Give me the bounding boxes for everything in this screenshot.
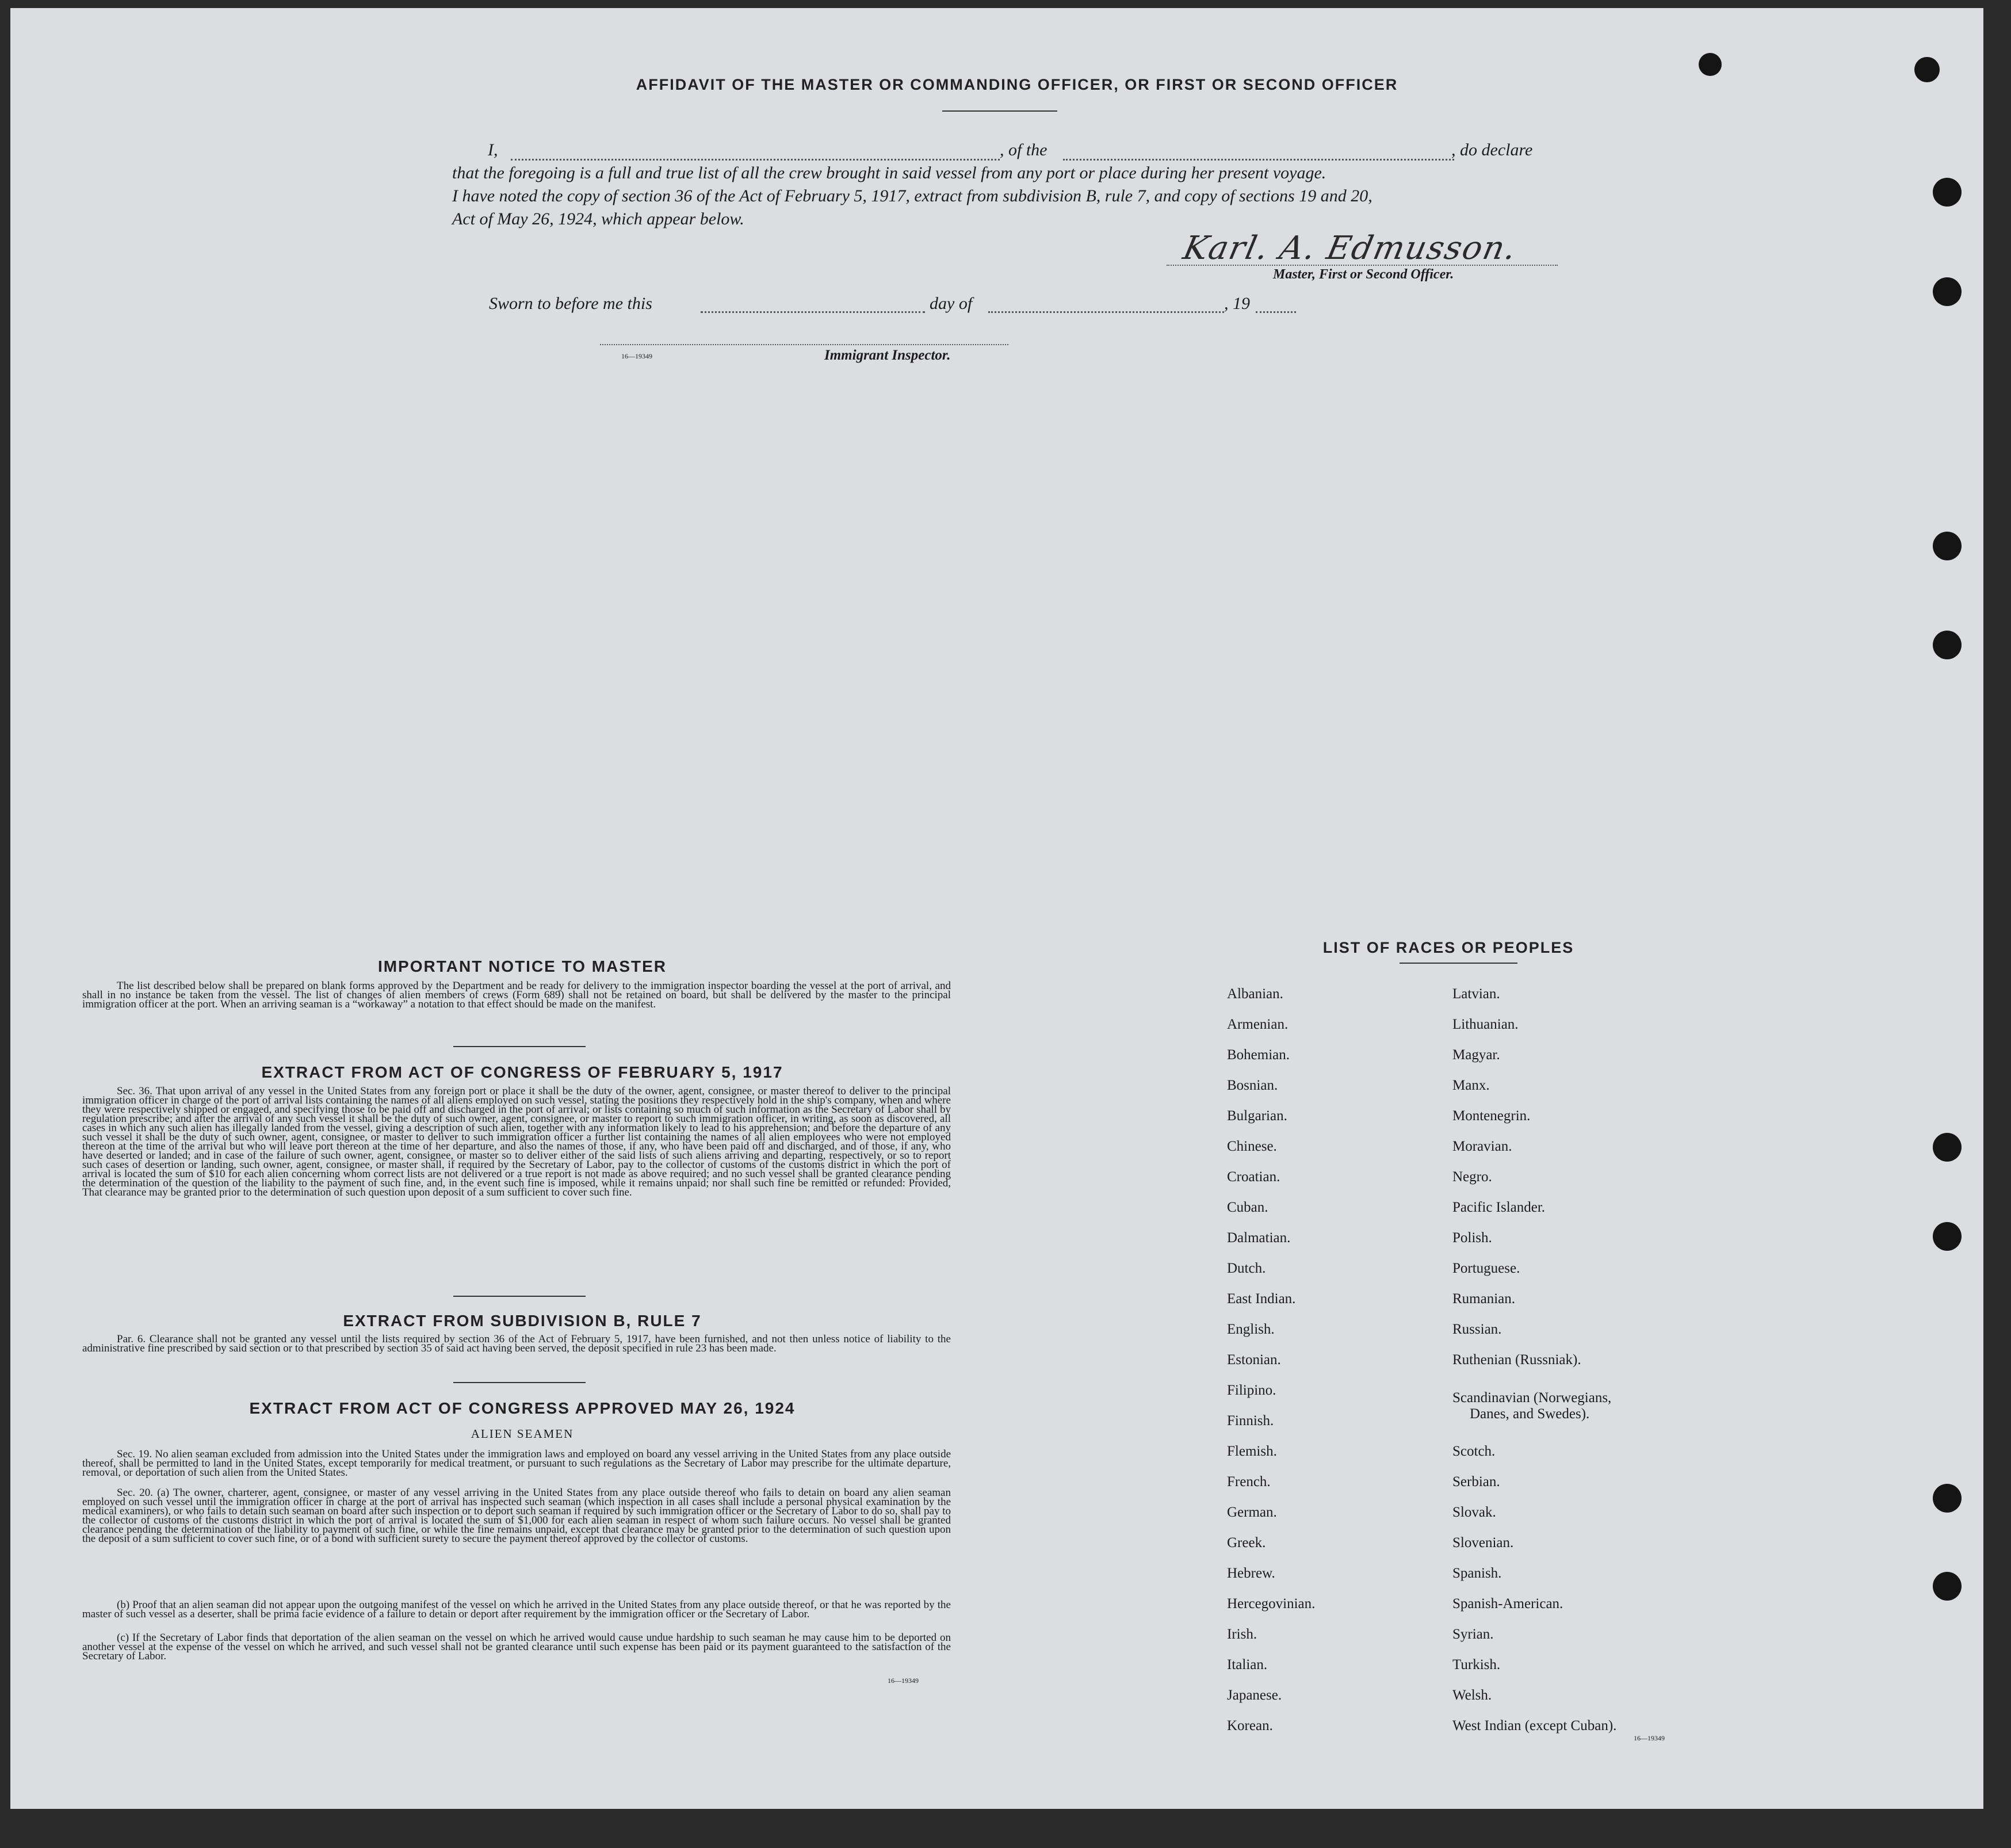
inspector-signature-line bbox=[600, 344, 1008, 345]
section-divider bbox=[453, 1296, 586, 1297]
race-item: Japanese. bbox=[1227, 1687, 1282, 1703]
race-item: Welsh. bbox=[1452, 1687, 1492, 1703]
race-item: Magyar. bbox=[1452, 1047, 1500, 1063]
form-number: 16—19349 bbox=[888, 1677, 919, 1685]
inspector-caption: Immigrant Inspector. bbox=[824, 348, 951, 363]
punch-hole bbox=[1933, 178, 1962, 207]
affidavit-i: I, bbox=[488, 140, 498, 159]
day-of-label: day of bbox=[930, 294, 973, 313]
race-item: Hercegovinian. bbox=[1227, 1596, 1316, 1612]
affidavit-of-the: , of the bbox=[1000, 140, 1047, 159]
signature-line bbox=[1167, 265, 1558, 266]
punch-hole bbox=[1933, 1484, 1962, 1513]
race-item: Bohemian. bbox=[1227, 1047, 1290, 1063]
sworn-label: Sworn to before me this bbox=[489, 294, 652, 313]
race-item: Finnish. bbox=[1227, 1413, 1274, 1429]
race-item: Estonian. bbox=[1227, 1352, 1281, 1368]
races-right-column bbox=[1452, 986, 1798, 1734]
vessel-field[interactable] bbox=[1063, 159, 1454, 161]
race-item: Manx. bbox=[1452, 1078, 1490, 1093]
races-left-column bbox=[1227, 986, 1457, 1734]
name-field[interactable] bbox=[511, 159, 1000, 161]
extract-1924-title: EXTRACT FROM ACT OF CONGRESS APPROVED MAY 26, 1924 bbox=[249, 1399, 796, 1417]
races-divider bbox=[1400, 963, 1517, 964]
extract-1917-text: Sec. 36. That upon arrival of any vessel in the United States from any foreign port or place it shall be the duty of the owner, agent, consignee, or master thereof to deliver to the principal immigration officer in charge of the port of arrival lists containing the names of all aliens employed on such vessel, stating the positions they respectively hold in the ship's company, when and where they were respectively shipped or engaged, and specifying those to be paid off and discharged in the port of arrival; or lists containing so much of such information as the Secretary of Labor shall by regulation prescribe; and after the arrival of any such vessel it shall be the duty of such owner, agent, consignee, or master to report to such immigration officer, in writing, as soon as discovered, all cases in which any such alien has illegally landed from the vessel, giving a description of such alien, together with any information likely to lead to his apprehension; and before the departure of any such vessel it shall be the duty of such owner, agent, consignee, or master to deliver to such immigration officer a further list containing the names of all alien employees who were not employed thereon at the time of the arrival but who will leave port thereon at the time of her departure, and also the names of those, if any, who have been paid off and discharged, and of those, if any, who have deserted or landed; and in case of the failure of such owner, agent, consignee, or master so to deliver either of the said lists of such aliens arriving and departing, respectively, or so to report such cases of desertion or landing, such owner, agent, consignee, or master shall, if required by the Secretary of Labor, pay to the collector of customs of the customs district in which the port of arrival is located the sum of $10 for each alien concerning whom correct lists are not delivered or a true report is not made as above required; and no such vessel shall be granted clearance pending the determination of the question of the liability to the payment of such fine, and, in the event such fine is imposed, while it remains unpaid; nor shall such fine be remitted or refunded: Provided, That clearance may be granted prior to the determination of such question upon deposit of a sum sufficient to cover such fine. bbox=[82, 1085, 951, 1198]
rule7-text: Par. 6. Clearance shall not be granted any vessel until the lists required by section 36 of the Act of February 5, 1917, have been furnished, and not then unless notice of liability to the administrative fine prescribed by said section or to that prescribed by section 35 of said act having been served, the deposit specified in rule 23 has been made. bbox=[82, 1333, 951, 1354]
race-item: Filipino. bbox=[1227, 1383, 1276, 1398]
race-item: Slovak. bbox=[1452, 1505, 1496, 1520]
race-item: Montenegrin. bbox=[1452, 1108, 1531, 1124]
punch-hole bbox=[1933, 1572, 1962, 1601]
race-item: Greek. bbox=[1227, 1535, 1266, 1551]
race-item: Pacific Islander. bbox=[1452, 1200, 1546, 1215]
race-item: Syrian. bbox=[1452, 1626, 1494, 1642]
race-item: Rumanian. bbox=[1452, 1291, 1516, 1307]
form-number: 16—19349 bbox=[1634, 1734, 1665, 1742]
race-item: Bosnian. bbox=[1227, 1078, 1278, 1093]
punch-hole bbox=[1933, 277, 1962, 306]
punch-hole bbox=[1699, 53, 1722, 76]
punch-hole bbox=[1933, 532, 1962, 560]
race-item: Flemish. bbox=[1227, 1444, 1277, 1459]
race-item: Negro. bbox=[1452, 1169, 1492, 1185]
race-item: Latvian. bbox=[1452, 986, 1500, 1002]
title-divider bbox=[942, 110, 1057, 112]
race-item: West Indian (except Cuban). bbox=[1452, 1718, 1617, 1734]
race-item: Korean. bbox=[1227, 1718, 1273, 1734]
sworn-month-field[interactable] bbox=[988, 311, 1224, 313]
race-item: Albanian. bbox=[1227, 986, 1283, 1002]
race-item: Portuguese. bbox=[1452, 1261, 1520, 1276]
signature-caption: Master, First or Second Officer. bbox=[1273, 267, 1454, 282]
race-item: Dalmatian. bbox=[1227, 1230, 1291, 1246]
notice-title: IMPORTANT NOTICE TO MASTER bbox=[377, 957, 667, 975]
section-divider bbox=[453, 1382, 586, 1383]
punch-hole bbox=[1914, 57, 1940, 82]
race-item: Hebrew. bbox=[1227, 1566, 1275, 1581]
section-20b-text: (b) Proof that an alien seaman did not appear upon the outgoing manifest of the vessel on which he arrived in the United States from any place outside thereof, or that he was reported by the master of such vessel as a deserter, shall be prima facie evidence of a failure to detain or deport after requirement by the immigration officer or the Secretary of Labor. bbox=[82, 1599, 951, 1620]
rule7-title: EXTRACT FROM SUBDIVISION B, RULE 7 bbox=[343, 1312, 702, 1330]
race-item: Polish. bbox=[1452, 1230, 1492, 1246]
punch-hole bbox=[1933, 631, 1962, 659]
race-item: Slovenian. bbox=[1452, 1535, 1514, 1551]
race-item: Serbian. bbox=[1452, 1474, 1500, 1490]
punch-hole bbox=[1933, 1133, 1962, 1162]
form-page bbox=[10, 8, 1983, 1809]
affidavit-title: AFFIDAVIT OF THE MASTER OR COMMANDING OFFICER, OR FIRST OR SECOND OFFICER bbox=[636, 76, 1398, 93]
race-item: Spanish. bbox=[1452, 1566, 1502, 1581]
race-item: Dutch. bbox=[1227, 1261, 1266, 1276]
affidavit-do-declare: , do declare bbox=[1451, 140, 1533, 159]
master-signature: Karl. A. Edmusson. bbox=[1180, 230, 1521, 267]
section-divider bbox=[453, 1046, 586, 1047]
sworn-year-field[interactable] bbox=[1256, 311, 1296, 313]
race-item: Armenian. bbox=[1227, 1017, 1289, 1032]
race-item: Croatian. bbox=[1227, 1169, 1280, 1185]
race-item: English. bbox=[1227, 1322, 1275, 1337]
race-item: Scotch. bbox=[1452, 1444, 1496, 1459]
race-item: French. bbox=[1227, 1474, 1271, 1490]
race-item: Bulgarian. bbox=[1227, 1108, 1287, 1124]
race-item: Irish. bbox=[1227, 1626, 1257, 1642]
affidavit-line-2: that the foregoing is a full and true list of all the crew brought in said vessel from any port or place during her present voyage. bbox=[452, 163, 1326, 182]
race-item: Ruthenian (Russniak). bbox=[1452, 1352, 1581, 1368]
affidavit-line-4: Act of May 26, 1924, which appear below. bbox=[452, 209, 744, 228]
alien-seamen-subtitle: ALIEN SEAMEN bbox=[471, 1427, 574, 1441]
section-19-text: Sec. 19. No alien seaman excluded from admission into the United States under the immigration laws and employed on board any vessel arriving in the United States from any place outside thereof, shall be permitted to land in the United States, except temporarily for medical treatment, or pursuant to such regulations as the Secretary of Labor may prescribe for the ultimate departure, removal, or deportation of such alien from the United States. bbox=[82, 1448, 951, 1479]
form-number: 16—19349 bbox=[621, 352, 652, 360]
race-item: German. bbox=[1227, 1505, 1277, 1520]
race-item: East Indian. bbox=[1227, 1291, 1296, 1307]
race-item: Turkish. bbox=[1452, 1657, 1501, 1673]
section-20c-text: (c) If the Secretary of Labor finds that deportation of the alien seaman on the vessel on which he arrived would cause undue hardship to such seaman he may cause him to be deported on another vessel at the expense of the vessel on which he arrived, and such vessel shall not be granted clearance until such expense has been paid or its payment guaranteed to the satisfaction of the Secretary of Labor. bbox=[82, 1632, 951, 1662]
race-item: Italian. bbox=[1227, 1657, 1268, 1673]
race-item: Cuban. bbox=[1227, 1200, 1268, 1215]
extract-1917-title: EXTRACT FROM ACT OF CONGRESS OF FEBRUARY 5, 1917 bbox=[261, 1063, 783, 1081]
section-20a-text: Sec. 20. (a) The owner, charterer, agent, consignee, or master of any vessel arriving in the United States from any place outside thereof who fails to detain on board any alien seaman employed on such vessel until the immigration officer in charge at the port of arrival has inspected such seaman (which inspection in all cases shall include a personal physical examination by the medical examiners), or who fails to detain such seaman on board after such inspection or to deport such seaman if required by such immigration officer or the Secretary of Labor to do so, shall pay to the collector of customs of the customs district in which the port of arrival is located the sum of $1,000 for each alien seaman in respect of whom such failure occurs. No vessel shall be granted clearance pending the determination of the liability to payment of such fine, or while the fine remains unpaid, except that clearance may be granted prior to the determination of such question upon the deposit of a sum sufficient to cover such fine, or of a bond with sufficient surety to secure the payment thereof approved by the collector of customs. bbox=[82, 1487, 951, 1545]
race-item: Lithuanian. bbox=[1452, 1017, 1519, 1032]
race-item: Danes, and Swedes). bbox=[1470, 1406, 1590, 1422]
sworn-day-field[interactable] bbox=[701, 311, 925, 313]
race-item: Moravian. bbox=[1452, 1139, 1512, 1154]
punch-hole bbox=[1933, 1222, 1962, 1251]
races-title: LIST OF RACES OR PEOPLES bbox=[1322, 939, 1574, 956]
race-item: Chinese. bbox=[1227, 1139, 1277, 1154]
notice-text: The list described below shall be prepared on blank forms approved by the Department and be ready for delivery to the immigration inspector boarding the vessel at the port of arrival, and shall in no instance be taken from the vessel. The list of changes of alien members of crews (Form 689) shall not be retained on board, but shall be delivered by the master to the principal immigration officer at the port. When an arriving seaman is a “workaway” a notation to that effect should be made on the manifest. bbox=[82, 980, 951, 1010]
race-item: Russian. bbox=[1452, 1322, 1502, 1337]
race-item: Scandinavian (Norwegians, bbox=[1452, 1390, 1612, 1406]
affidavit-line-3: I have noted the copy of section 36 of the Act of February 5, 1917, extract from subdivision B, rule 7, and copy of sections 19 and 20, bbox=[452, 186, 1372, 205]
year-label: , 19 bbox=[1224, 294, 1250, 313]
race-item: Spanish-American. bbox=[1452, 1596, 1563, 1612]
